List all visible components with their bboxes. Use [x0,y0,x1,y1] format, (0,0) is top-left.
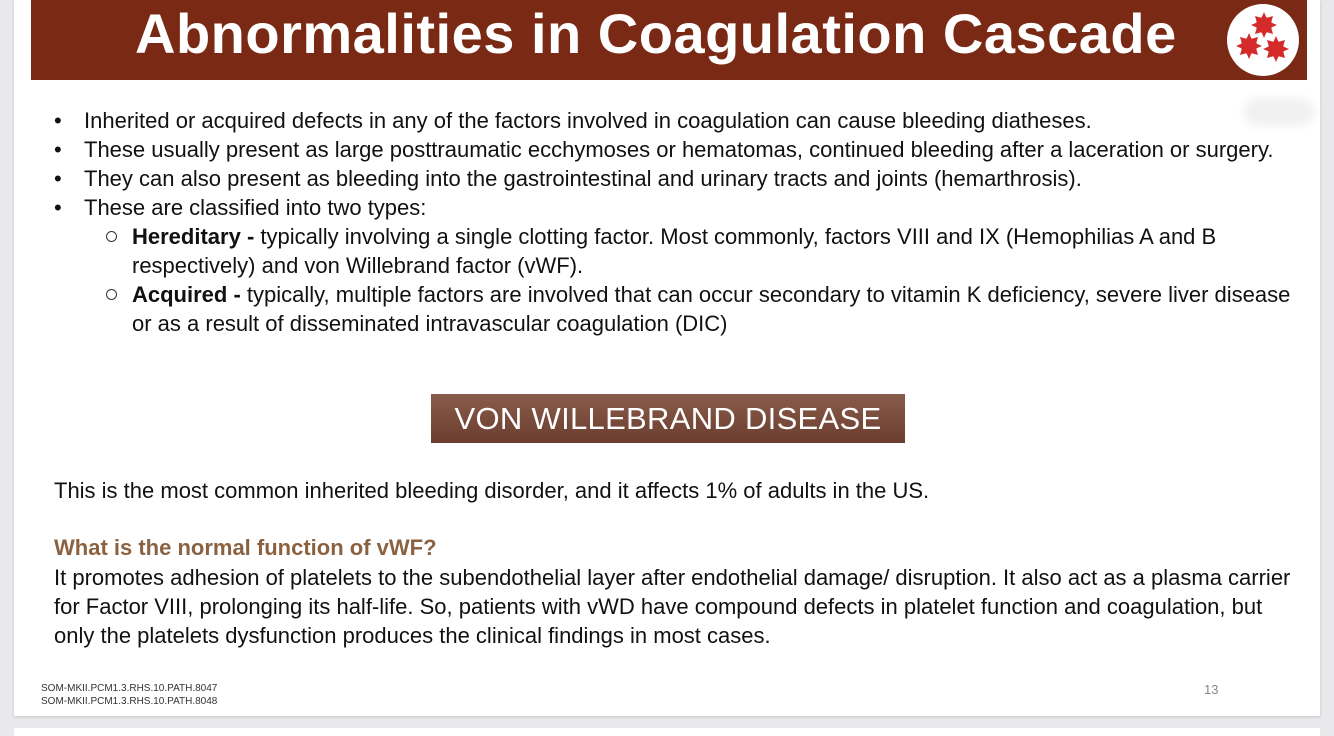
sub-bullet-term: Hereditary - [132,224,255,249]
slide-title: Abnormalities in Coagulation Cascade [135,2,1177,65]
bullet-item [54,106,1294,135]
bullet-marker: • [54,108,62,133]
sub-bullet-term: Acquired - [132,282,241,307]
bullet-text: These usually present as large posttraumatic ecchymoses or hematomas, continued bleeding after a laceration or surgery. [84,137,1274,162]
slide [14,0,1320,716]
bullet-text: These are classified into two types: [84,195,427,220]
answer-paragraph: It promotes adhesion of platelets to the subendothelial layer after endothelial damage/ disruption. It also act as a plasma carrier for Factor VIII, prolonging its half-life. So, patients with vWD have compound defects in platelet function and coagulation, but only the platelets dysfunction produces the clinical findings in most cases. [54,565,1291,648]
sub-bullet-text: typically, multiple factors are involved that can occur secondary to vitamin K deficiency, severe liver disease or as a result of disseminated intravascular coagulation (DIC) [132,282,1291,336]
reference-code: SOM-MKII.PCM1.3.RHS.10.PATH.8048 [41,696,218,707]
sub-bullet-group [54,222,1294,338]
reference-codes [41,682,217,708]
question-heading: What is the normal function of vWF? [54,535,437,560]
next-slide-edge [14,728,1320,736]
bullet-marker: • [54,166,62,191]
section-banner: VON WILLEBRAND DISEASE [431,394,905,443]
bullet-marker: • [54,195,62,220]
sub-bullet-text: typically involving a single clotting factor. Most commonly, factors VIII and IX (Hemophilias A and B respectively) and von Willebrand factor (vWF). [132,224,1217,278]
sub-bullet-acquired [54,280,1294,338]
circle-bullet-icon [106,231,117,242]
bullet-item [54,193,1294,222]
bullet-item [54,135,1294,164]
stat-line: This is the most common inherited bleeding disorder, and it affects 1% of adults in the US. [54,478,930,503]
bullet-marker: • [54,137,62,162]
bullet-text: They can also present as bleeding into the gastrointestinal and urinary tracts and joints (hemarthrosis). [84,166,1082,191]
bullet-list [54,106,1294,338]
reference-code: SOM-MKII.PCM1.3.RHS.10.PATH.8047 [41,683,218,694]
page-number: 13 [1204,682,1219,697]
bullet-text: Inherited or acquired defects in any of the factors involved in coagulation can cause bleeding diatheses. [84,108,1092,133]
sub-bullet-list [54,222,1294,338]
bullet-item [54,164,1294,193]
circle-bullet-icon [106,289,117,300]
slide-content [14,0,1320,716]
sub-bullet-hereditary [54,222,1294,280]
